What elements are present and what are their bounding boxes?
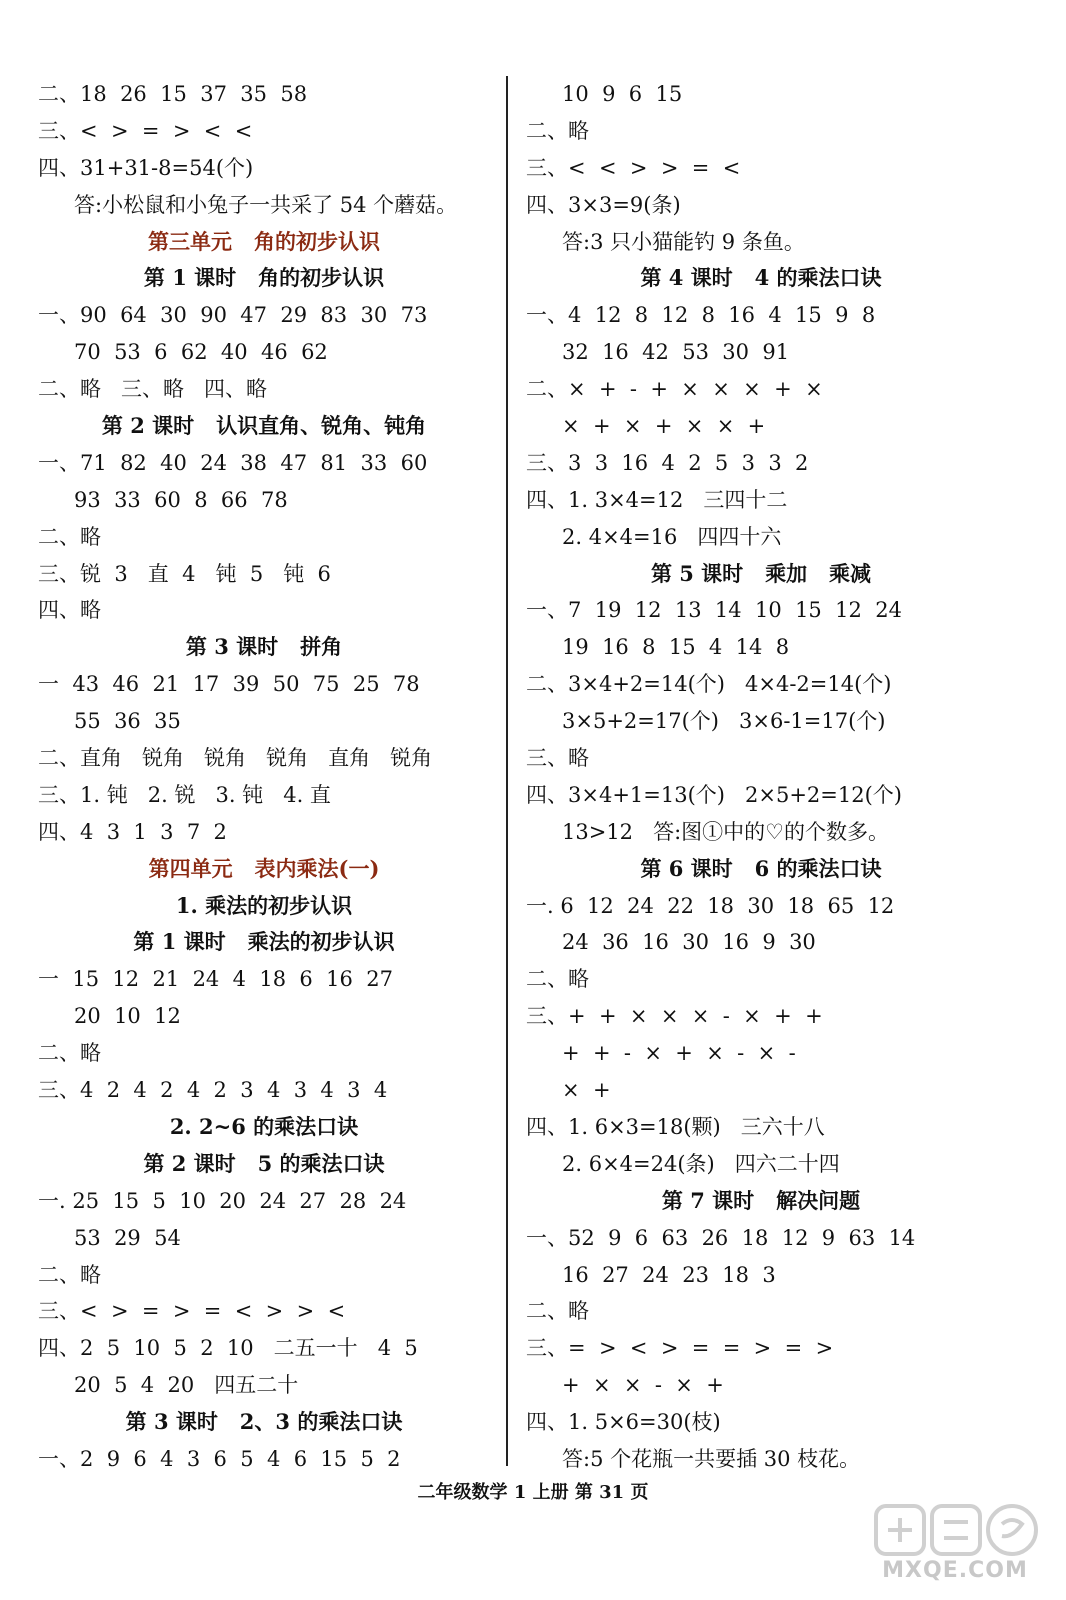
answer-line: 二、略 (526, 118, 589, 143)
answer-line: 10 9 6 15 (562, 82, 683, 106)
section-heading: 第 5 课时 乘加 乘减 (650, 560, 872, 586)
section-heading: 第四单元 表内乘法(一) (148, 855, 380, 881)
answer-line: 二、略 (38, 1041, 101, 1066)
answer-line: 一. 6 12 24 22 18 30 18 65 12 (526, 893, 895, 918)
answer-line: 二、× + - + × × × + × (526, 377, 823, 402)
answer-line: 四、1. 6×3=18(颗) 三六十八 (526, 1114, 825, 1139)
answer-line: 三、锐 3 直 4 钝 5 钝 6 (38, 561, 331, 586)
left-answer-column (38, 76, 490, 1478)
answer-line: 20 5 4 20 四五二十 (74, 1373, 299, 1398)
answer-line: 三、4 2 4 2 4 2 3 4 3 4 3 4 (38, 1078, 388, 1103)
section-heading: 第 3 课时 2、3 的乘法口诀 (125, 1409, 403, 1435)
answer-line: 四、2 5 10 5 2 10 二五一十 4 5 (38, 1336, 418, 1361)
answer-line: 2. 4×4=16 四四十六 (562, 524, 782, 549)
answer-line: 20 10 12 (74, 1004, 181, 1029)
answer-line: 一、7 19 12 13 14 10 15 12 24 (526, 598, 902, 623)
page-footer: 二年级数学 1 上册 第 31 页 (417, 1482, 649, 1503)
answer-line: 一、2 9 6 4 3 6 5 4 6 15 5 2 (38, 1446, 401, 1471)
answer-line: 三、略 (526, 746, 589, 771)
answer-line: 四、4 3 1 3 7 2 (38, 819, 227, 844)
answer-line: 一、71 82 40 24 38 47 81 33 60 (38, 450, 428, 475)
answer-line: 二、3×4+2=14(个) 4×4-2=14(个) (526, 672, 892, 697)
answer-line: 答:5 个花瓶一共要插 30 枝花。 (562, 1446, 861, 1471)
answer-line: 一、90 64 30 90 47 29 83 30 73 (38, 303, 428, 328)
answer-line: 四、31+31-8=54(个) (38, 155, 254, 180)
answer-line: 三、< > = > < < (38, 118, 253, 143)
answer-line: 四、3×4+1=13(个) 2×5+2=12(个) (526, 782, 902, 807)
section-heading: 第 2 课时 认识直角、锐角、钝角 (101, 413, 427, 439)
answer-line: + × × - × + (562, 1373, 724, 1398)
answer-line: 二、略 (38, 1262, 101, 1287)
answer-line: 一、52 9 6 63 26 18 12 9 63 14 (526, 1225, 916, 1250)
answer-line: × + × + × × + (562, 414, 766, 439)
section-heading: 第 7 课时 解决问题 (661, 1187, 861, 1213)
answer-line: 19 16 8 15 4 14 8 (562, 635, 790, 660)
answer-line: 一. 25 15 5 10 20 24 27 28 24 (38, 1188, 407, 1213)
answer-line: 四、略 (38, 598, 101, 623)
answer-line: 一 43 46 21 17 39 50 75 25 78 (38, 672, 420, 697)
answer-line: 13>12 答:图①中的♡的个数多。 (562, 819, 889, 844)
answer-line: 一 15 12 21 24 4 18 6 16 27 (38, 967, 393, 992)
answer-line: 三、1. 钝 2. 锐 3. 钝 4. 直 (38, 782, 331, 807)
answer-line: 四、1. 5×6=30(枝) (526, 1410, 721, 1435)
answer-line: 一、4 12 8 12 8 16 4 15 9 8 (526, 303, 876, 328)
answer-line: 3×5+2=17(个) 3×6-1=17(个) (562, 709, 886, 734)
answer-line: 32 16 42 53 30 91 (562, 340, 790, 365)
answer-line: 70 53 6 62 40 46 62 (74, 340, 328, 365)
answer-line: 四、1. 3×4=12 三四十二 (526, 487, 788, 512)
answer-line: 答:小松鼠和小兔子一共采了 54 个蘑菇。 (74, 192, 458, 217)
answer-line: 二、略 (38, 524, 101, 549)
watermark-text: MXQE.COM (882, 1558, 1028, 1583)
answer-line: 二、18 26 15 37 35 58 (38, 82, 308, 106)
section-heading: 2. 2~6 的乘法口诀 (169, 1113, 359, 1139)
answer-line: 三、< < > > = < (526, 155, 741, 180)
section-heading: 第 2 课时 5 的乘法口诀 (143, 1150, 385, 1176)
watermark-logo-icon (870, 1500, 1040, 1560)
section-heading: 第 6 课时 6 的乘法口诀 (640, 855, 882, 881)
section-heading: 第三单元 角的初步认识 (148, 228, 380, 254)
column-divider (506, 76, 508, 1466)
answer-line: 93 33 60 8 66 78 (74, 487, 288, 512)
answer-line: 三、< > = > = < > > < (38, 1299, 346, 1324)
answer-line: 55 36 35 (74, 709, 181, 734)
answer-line: 2. 6×4=24(条) 四六二十四 (562, 1151, 840, 1176)
answer-line: 24 36 16 30 16 9 30 (562, 930, 816, 955)
answer-line: 三、+ + × × × - × + + (526, 1004, 823, 1029)
answer-line: 16 27 24 23 18 3 (562, 1262, 776, 1287)
section-heading: 1. 乘法的初步认识 (175, 892, 353, 918)
answer-line: + + - × + × - × - (562, 1041, 796, 1066)
answer-line: 二、略 三、略 四、略 (38, 377, 268, 402)
section-heading: 第 1 课时 角的初步认识 (143, 265, 385, 291)
answer-line: 三、= > < > = = > = > (526, 1336, 834, 1361)
answer-line: 三、3 3 16 4 2 5 3 3 2 (526, 450, 809, 475)
answer-line: × + (562, 1078, 611, 1103)
watermark (870, 1500, 1040, 1590)
section-heading: 第 3 课时 拼角 (185, 634, 343, 660)
right-answer-column (526, 76, 996, 1478)
answer-line: 答:3 只小猫能钓 9 条鱼。 (562, 229, 805, 254)
answer-line: 53 29 54 (74, 1225, 181, 1250)
section-heading: 第 1 课时 乘法的初步认识 (133, 929, 395, 955)
answer-line: 二、直角 锐角 锐角 锐角 直角 锐角 (38, 746, 433, 771)
answer-line: 四、3×3=9(条) (526, 192, 681, 217)
answer-line: 二、略 (526, 1299, 589, 1324)
section-heading: 第 4 课时 4 的乘法口诀 (640, 265, 882, 291)
answer-line: 二、略 (526, 967, 589, 992)
